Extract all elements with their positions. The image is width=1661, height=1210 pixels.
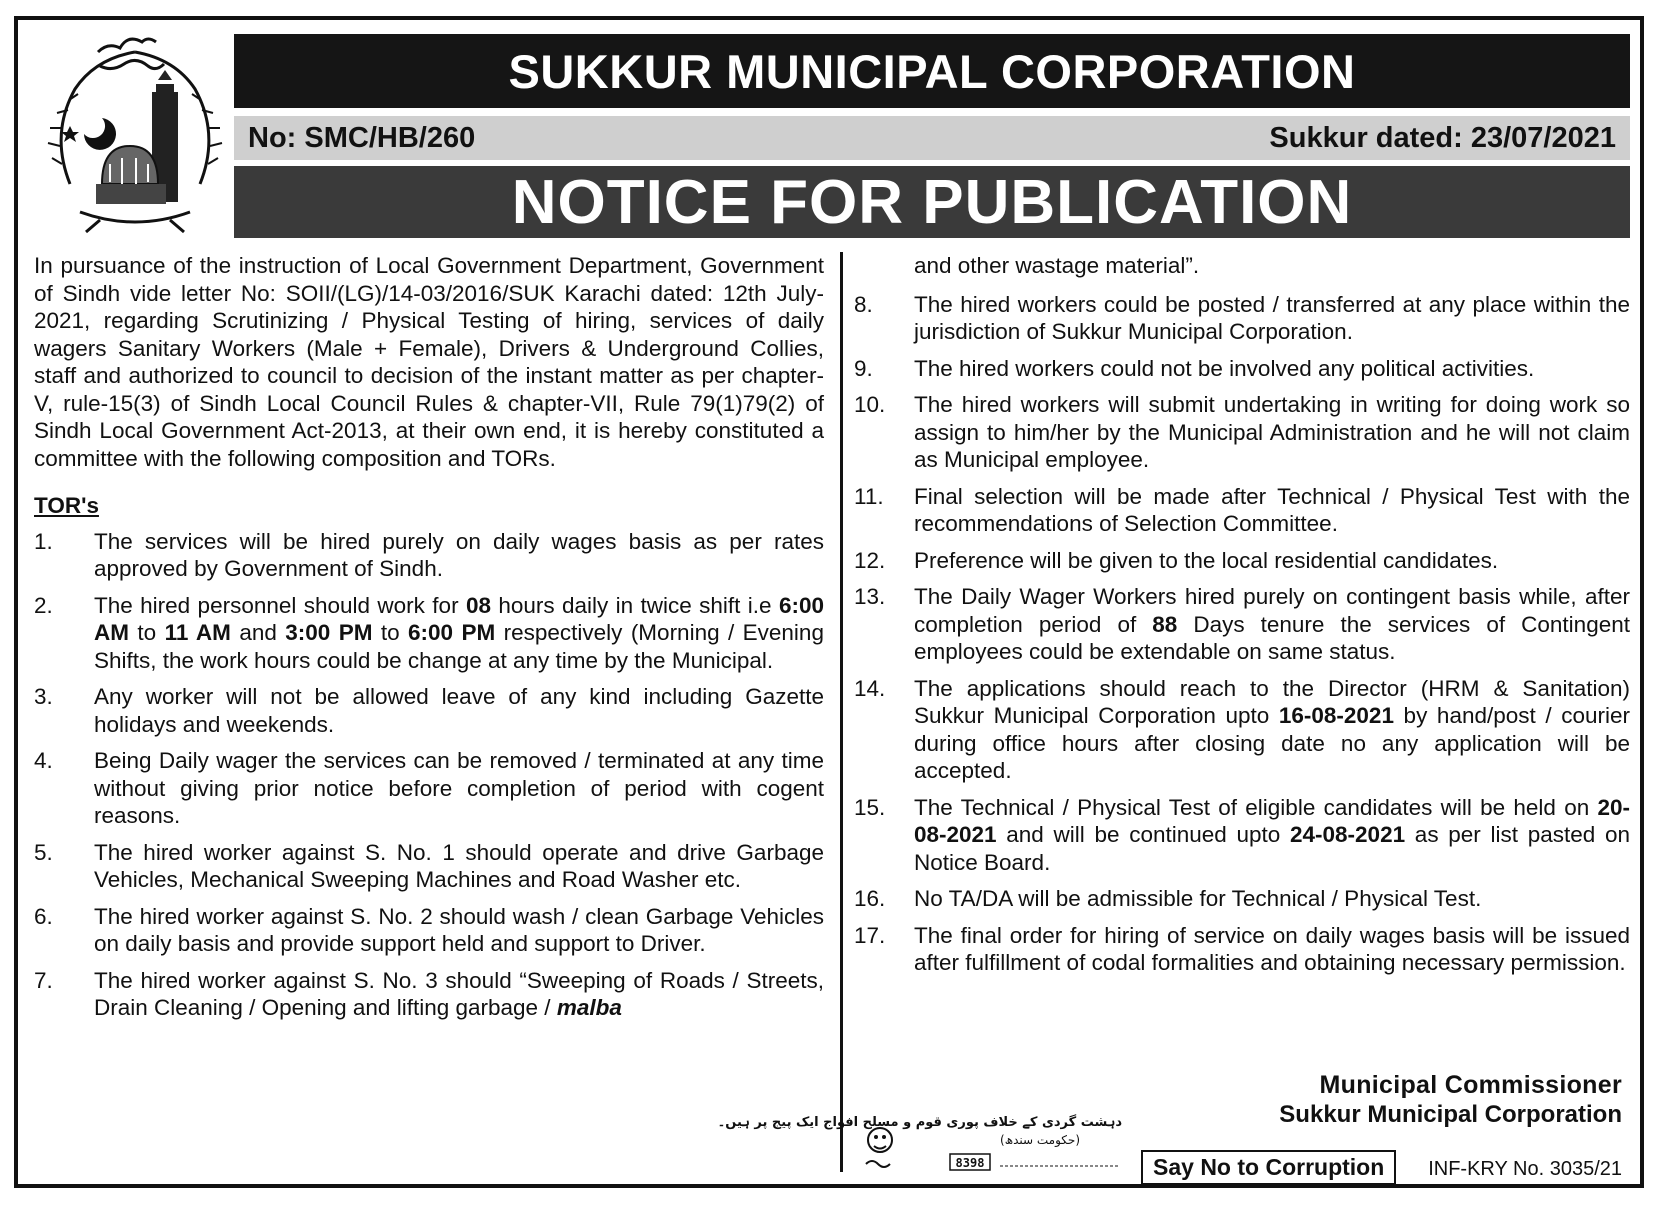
notice-date: Sukkur dated: 23/07/2021 [1269, 121, 1616, 154]
tor-item-2: 2. The hired personnel should work for 08 hours daily in twice shift i.e 6:00 AM to 11 AM and 3:00 PM to 6:00 PM respectively (Morning / Evening Shifts, the work hours could be change at any time by the Municipal. [34, 592, 824, 673]
tor-heading: TOR's [34, 493, 99, 518]
tor-item-11: 11. Final selection will be made after Technical / Physical Test with the recommendations of Selection Committee. [854, 483, 1630, 536]
urdu-slogan: دہشت گردی کے خلاف پوری قوم و مسلح افواج ایک پیج پر ہیں۔ [717, 1115, 1122, 1130]
tor-item-7-continued: and other wastage material”. [914, 253, 1200, 278]
page-title: SUKKUR MUNICIPAL CORPORATION [234, 34, 1630, 108]
hotline-number: 8398 [955, 1156, 985, 1170]
tor-item-9: 9. The hired workers could not be involved any political activities. [854, 355, 1535, 381]
tor-item-5: 5. The hired worker against S. No. 1 should operate and drive Garbage Vehicles, Mechanical Sweeping Machines and Road Washer etc. [34, 839, 824, 892]
tor-item-8: 8. The hired workers could be posted / transferred at any place within the jurisdiction of Sukkur Municipal Corporation. [854, 291, 1630, 344]
reference-number: No: SMC/HB/260 [248, 121, 476, 154]
signatory-organization: Sukkur Municipal Corporation [1279, 1101, 1622, 1128]
anti-terrorism-banner-icon [717, 1104, 1130, 1176]
notice-page [14, 16, 1644, 1188]
say-no-to-corruption-box: Say No to Corruption [1141, 1150, 1396, 1185]
tor-item-13: 13. The Daily Wager Workers hired purely on contingent basis while, after completion period of 88 Days tenure the services of Contingent employees could be extendable on same status. [854, 584, 1630, 664]
tor-item-17: 17. The final order for hiring of service on daily wages basis will be issued after fulfillment of codal formalities and obtaining necessary permission. [854, 922, 1630, 975]
tor-item-1: 1. The services will be hired purely on daily wages basis as per rates approved by Government of Sindh. [34, 528, 824, 581]
tor-item-14: 14. The applications should reach to the Director (HRM & Sanitation) Sukkur Municipal Corporation upto 16-08-2021 by hand/post / courier during office hours after closing date no any application will be accepted. [854, 675, 1630, 783]
tor-item-7: 7. The hired worker against S. No. 3 should “Sweeping of Roads / Streets, Drain Cleaning / Opening and lifting garbage / malba [34, 967, 824, 1020]
tor-item-16: 16. No TA/DA will be admissible for Technical / Physical Test. [854, 886, 1482, 911]
reference-bar [234, 116, 1630, 160]
urdu-govt-label: (حکومت سندھ) [1000, 1133, 1080, 1147]
left-column [34, 252, 824, 1031]
inf-kry-number: INF-KRY No. 3035/21 [1428, 1158, 1622, 1180]
right-column [854, 252, 1630, 986]
tor-item-4: 4. Being Daily wager the services can be removed / terminated at any time without giving prior notice before completion of period with cogent reasons. [34, 748, 824, 828]
tor-item-6: 6. The hired worker against S. No. 2 should wash / clean Garbage Vehicles on daily basis and provide support held and support to Driver. [34, 903, 824, 956]
tor-item-3: 3. Any worker will not be allowed leave of any kind including Gazette holidays and weekends. [34, 684, 824, 737]
tor-item-10: 10. The hired workers will submit undertaking in writing for doing work so assign to him/her by the Municipal Administration and he will not claim as Municipal employee. [854, 392, 1630, 472]
signatory-title: Municipal Commissioner [1319, 1071, 1622, 1099]
intro-paragraph: In pursuance of the instruction of Local Government Department, Government of Sindh vide letter No: SOII/(LG)/14-03/2016/SUK Karachi dated: 12th July-2021, regarding Scrutinizing / Physical Testing of hiring, services of daily wagers Sanitary Workers (Male + Female), Drivers & Underground Collies, staff and authorized to council to decision of the instant matter as per chapter-V, rule-15(3) of Sindh Local Council Rules & chapter-VII, Rule 79(1)79(2) of Sindh Local Government Act-2013, at their own end, it is hereby constituted a committee with the following composition and TORs. [34, 253, 824, 471]
column-divider [840, 252, 843, 1172]
notice-heading: NOTICE FOR PUBLICATION [234, 166, 1630, 238]
signature-block [1279, 1070, 1622, 1130]
tor-item-12: 12. Preference will be given to the local residential candidates. [854, 547, 1499, 573]
tor-item-15: 15. The Technical / Physical Test of eligible candidates will be held on 20-08-2021 and will be continued upto 24-08-2021 as per list pasted on Notice Board. [854, 794, 1630, 875]
smc-emblem-icon [40, 34, 230, 234]
